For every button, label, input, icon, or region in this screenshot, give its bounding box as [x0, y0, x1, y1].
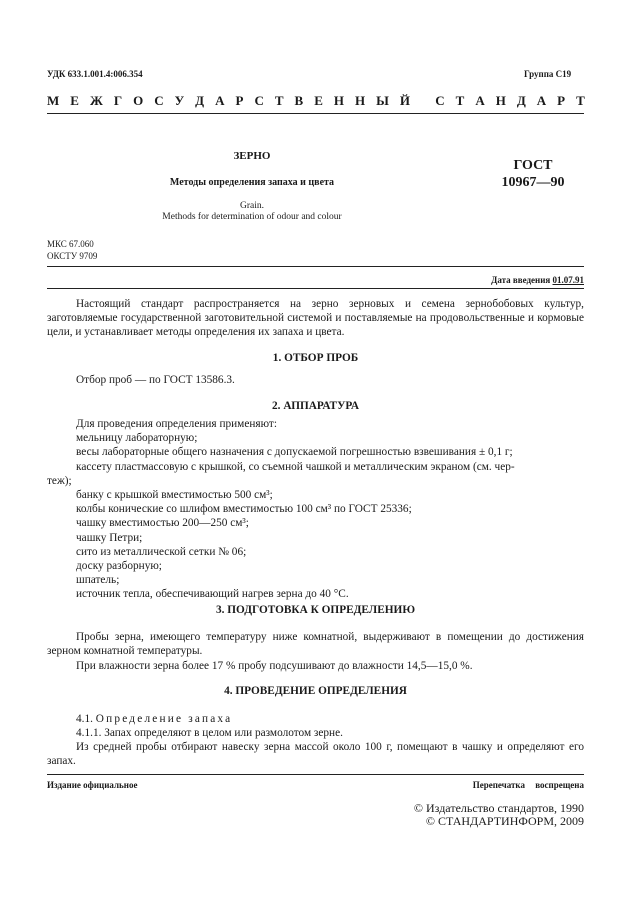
banner-letter: Н: [354, 93, 366, 108]
section-3-paragraph-1: Пробы зерна, имеющего температуру ниже комнатной, выдерживают в помещении до достижения зерном комнатной температуры.: [47, 631, 584, 658]
introduction-date-value: 01.07.91: [552, 275, 584, 285]
banner-letter: Ы: [376, 93, 389, 108]
okstu-code: ОКСТУ 9709: [47, 251, 98, 261]
list-item: колбы конические со шлифом вместимостью 100 см³ по ГОСТ 25336;: [76, 503, 412, 516]
section-1-heading: 1. ОТБОР ПРОБ: [272, 352, 359, 364]
list-item: чашку Петри;: [76, 531, 143, 544]
date-divider: [47, 288, 584, 289]
intro-paragraph: Настоящий стандарт распространяется на зерно зерновых и семена зернобобовых культур, заготовляемые государственной заготовительной системой и поставляемые на продовольственные и кормовые цели, и устанавливает методы определения их запаха и цвета.: [47, 298, 584, 339]
section-2-heading: 2. АППАРАТУРА: [272, 400, 359, 412]
subsection-title: Определение запаха: [95, 713, 233, 725]
interstate-standard-banner: [47, 93, 585, 109]
banner-letter: О: [133, 93, 144, 108]
introduction-date-label: Дата введения: [491, 275, 551, 285]
gost-label: ГОСТ: [513, 158, 553, 173]
list-item: чашку вместимостью 200—250 см³;: [76, 517, 249, 530]
banner-letter: Т: [576, 93, 585, 108]
banner-letter: С: [435, 93, 445, 108]
banner-letter: Д: [195, 93, 205, 108]
banner-letter: А: [215, 93, 225, 108]
banner-letter: У: [174, 93, 185, 108]
list-item: сито из металлической сетки № 06;: [76, 545, 247, 558]
group-code: Группа С19: [524, 69, 572, 79]
udk-code: УДК 633.1.001.4:006.354: [47, 69, 143, 79]
list-item: шпатель;: [76, 574, 120, 587]
banner-letter: С: [154, 93, 164, 108]
banner-letter: Д: [516, 93, 526, 108]
banner-letter: Р: [557, 93, 566, 108]
banner-letter: Е: [70, 93, 79, 108]
gost-number: 10967—90: [501, 175, 565, 190]
banner-letter: Е: [314, 93, 323, 108]
banner-letter: Т: [455, 93, 465, 108]
footer-divider: [47, 774, 584, 775]
banner-letter: Т: [274, 93, 284, 108]
header-divider: [47, 113, 584, 114]
copyright-1: © Издательство стандартов, 1990: [413, 801, 584, 815]
banner-letter: Ж: [89, 93, 103, 108]
english-title-1: Grain.: [239, 201, 264, 211]
document-title: ЗЕРНО: [233, 150, 271, 162]
list-item: весы лабораторные общего назначения с допускаемой погрешностью взвешивания ± 0,1 г;: [76, 446, 513, 459]
section-3-paragraph-2: При влажности зерна более 17 % пробу подсушивают до влажности 14,5—15,0 %.: [76, 660, 473, 672]
banner-letter: Н: [333, 93, 344, 108]
banner-letter: Н: [495, 93, 506, 108]
document-subtitle: Методы определения запаха и цвета: [169, 177, 335, 188]
banner-letter: Й: [399, 93, 410, 108]
introduction-date: [491, 275, 584, 285]
section-1-text: Отбор проб — по ГОСТ 13586.3.: [76, 374, 235, 386]
list-item: источник тепла, обеспечивающий нагрев зерна до 40 °С.: [76, 588, 349, 601]
list-item: теж);: [47, 474, 72, 487]
copyright-2: © СТАНДАРТИНФОРМ, 2009: [425, 814, 584, 828]
mks-code: МКС 67.060: [47, 239, 94, 249]
section-3-heading: 3. ПОДГОТОВКА К ОПРЕДЕЛЕНИЮ: [215, 604, 416, 616]
list-item: кассету пластмассовую с крышкой, со съемной чашкой и металлическим экраном (см. чер-: [76, 460, 515, 473]
banner-letter: Р: [235, 93, 244, 108]
banner-letter: В: [294, 93, 304, 108]
english-title-2: Methods for determination of odour and colour: [162, 212, 342, 222]
banner-letter: А: [475, 93, 485, 108]
section-4-paragraph: Из средней пробы отбирают навеску зерна массой около 100 г, помещают в чашку и определяют его запах.: [47, 741, 584, 768]
equipment-list: [47, 417, 584, 602]
banner-letter: М: [47, 93, 60, 108]
list-item: доску разборную;: [76, 560, 162, 573]
list-item: мельницу лабораторную;: [76, 432, 198, 445]
list-item: банку с крышкой вместимостью 500 см³;: [76, 489, 273, 502]
banner-letter: [421, 93, 424, 109]
edition-note: Издание официальное: [47, 780, 138, 790]
banner-letter: Г: [113, 93, 123, 108]
codes-divider: [47, 266, 584, 267]
subsection-number: 4.1.: [76, 713, 93, 725]
banner-letter: С: [254, 93, 264, 108]
subsection-4-1: [47, 712, 613, 726]
banner-letter: А: [536, 93, 547, 108]
reprint-note: Перепечатка воспрещена: [472, 780, 584, 790]
list-item: Для проведения определения применяют:: [76, 418, 277, 430]
section-4-heading: 4. ПРОВЕДЕНИЕ ОПРЕДЕЛЕНИЯ: [224, 685, 407, 697]
item-4-1-1: 4.1.1. Запах определяют в целом или размолотом зерне.: [76, 727, 343, 739]
